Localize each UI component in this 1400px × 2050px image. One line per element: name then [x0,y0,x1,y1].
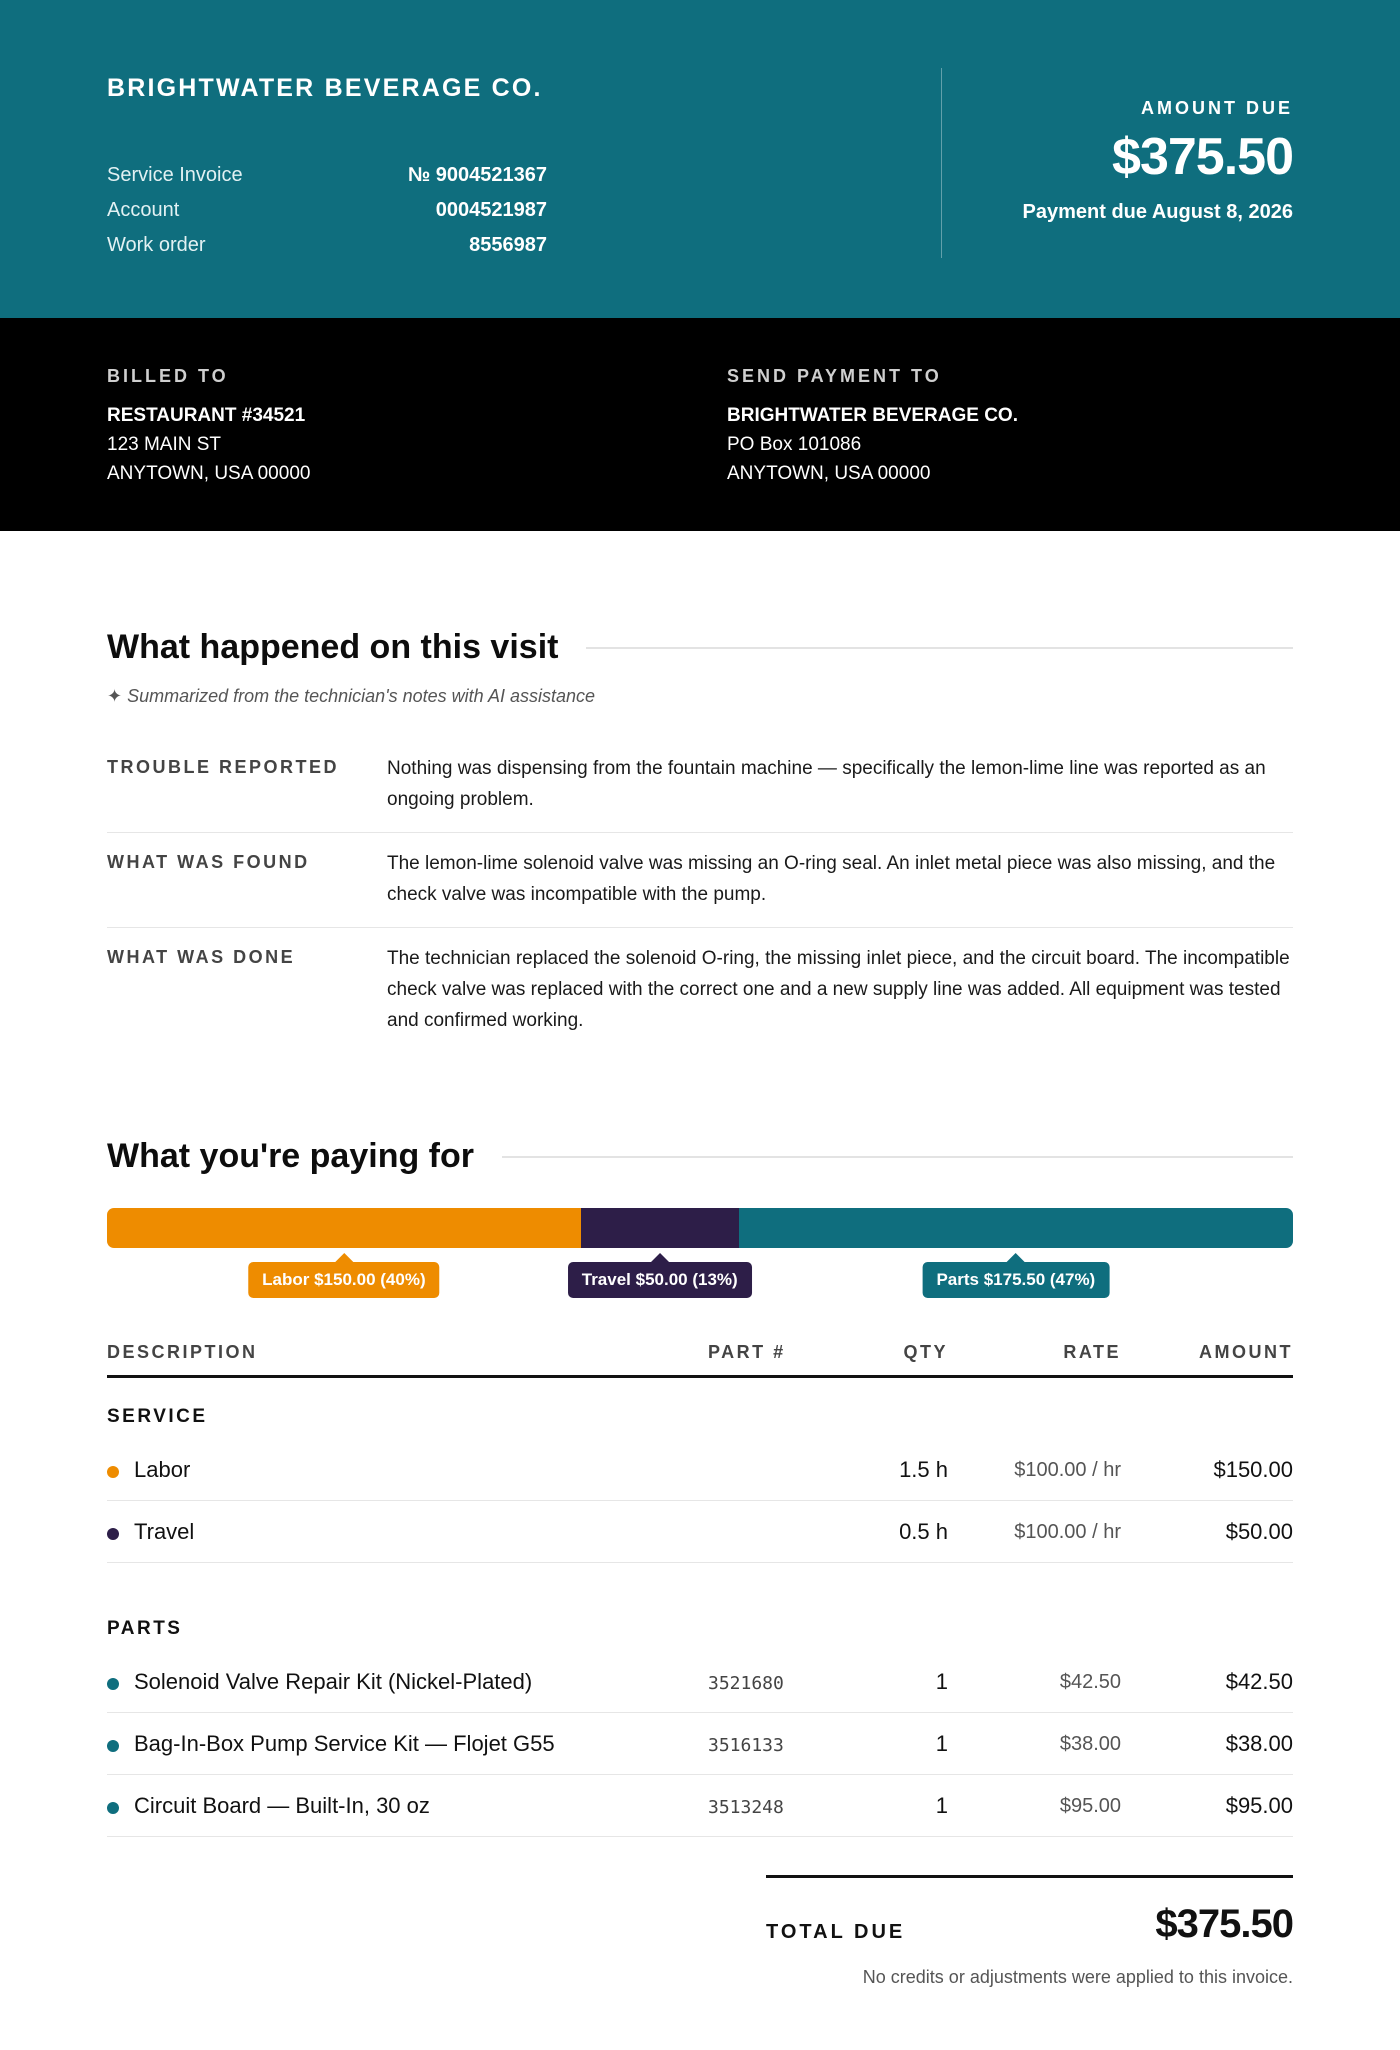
visit-row-done [107,928,1293,1053]
item-amount: $42.50 [1225,1669,1293,1694]
billed-to-line2: ANYTOWN, USA 00000 [107,463,311,484]
table-row [107,1713,1293,1775]
visit-label: TROUBLE REPORTED [107,757,340,777]
category-dot [107,1740,119,1752]
bar-segment-parts [739,1208,1293,1248]
send-payment-line1: PO Box 101086 [727,434,862,455]
item-qty: 0.5 h [899,1519,948,1544]
item-part-number: 3516133 [708,1735,784,1756]
total-due-amount: $375.50 [1155,1902,1293,1946]
item-rate: $95.00 [1059,1795,1121,1817]
item-description: Labor [134,1457,191,1482]
item-description: Circuit Board — Built-In, 30 oz [134,1793,430,1818]
table-row [107,1651,1293,1713]
invoice-number: № 9004521367 [407,164,547,186]
send-payment-line2: ANYTOWN, USA 00000 [727,463,931,484]
bar-segment-travel [581,1208,739,1248]
item-description: Bag-In-Box Pump Service Kit — Flojet G55 [134,1731,555,1756]
item-qty: 1.5 h [899,1457,948,1482]
parts-group-heading: PARTS [107,1618,183,1639]
table-row [107,1775,1293,1837]
visit-label: WHAT WAS DONE [107,947,296,967]
total-rule [766,1875,1293,1878]
visit-label: WHAT WAS FOUND [107,852,310,872]
send-payment-to [727,366,1018,488]
item-rate: $100.00 / hr [1014,1521,1121,1543]
total-due-label: TOTAL DUE [766,1921,906,1943]
table-row [107,1439,1293,1501]
billed-to-line1: 123 MAIN ST [107,434,222,455]
paying-section-header [107,1137,1293,1176]
visit-details [107,738,1293,1053]
visit-text: The lemon-lime solenoid valve was missing an O-ring seal. An inlet metal piece was also missing, and the check valve was incompatible with the pump. [387,853,1276,905]
category-dot [107,1802,119,1814]
header-divider [941,68,942,258]
item-rate: $100.00 / hr [1014,1459,1121,1481]
travel-tag: Travel $50.00 (13%) [568,1262,752,1298]
work-order-number: 8556987 [469,234,547,256]
visit-row-found [107,833,1293,928]
visit-text: Nothing was dispensing from the fountain machine — specifically the lemon-lime line was reported as an ongoing problem. [387,758,1266,810]
labor-tag: Labor $150.00 (40%) [248,1262,439,1298]
item-part-number: 3521680 [708,1673,784,1694]
invoice-header [0,0,1400,318]
meta-label: Work order [107,234,206,256]
address-band [0,318,1400,531]
item-qty: 1 [935,1669,948,1694]
parts-tag: Parts $175.50 (47%) [922,1262,1109,1298]
item-qty: 1 [935,1793,948,1818]
table-row [107,1501,1293,1563]
cost-breakdown-bar [107,1208,1293,1248]
amount-due-value: $375.50 [1112,128,1293,186]
total-note: No credits or adjustments were applied to this invoice. [862,1967,1293,1987]
meta-row-account [107,193,547,228]
category-dot [107,1678,119,1690]
send-payment-name: BRIGHTWATER BEVERAGE CO. [727,405,1018,426]
col-part: PART # [708,1342,786,1362]
section-rule [586,647,1293,649]
item-part-number: 3513248 [708,1797,784,1818]
item-amount: $38.00 [1225,1731,1293,1756]
item-qty: 1 [935,1731,948,1756]
item-amount: $50.00 [1225,1519,1293,1544]
account-number: 0004521987 [435,199,547,221]
category-dot [107,1466,119,1478]
ai-summary-note: ✦ Summarized from the technician's notes with AI assistance [107,686,596,706]
section-rule [502,1156,1293,1158]
col-description: DESCRIPTION [107,1342,258,1362]
bar-segment-labor [107,1208,581,1248]
item-amount: $150.00 [1213,1457,1293,1482]
col-qty: QTY [903,1342,948,1362]
item-amount: $95.00 [1225,1793,1293,1818]
item-description: Travel [134,1519,195,1544]
item-rate: $42.50 [1059,1671,1121,1693]
amount-due-label: AMOUNT DUE [1141,98,1293,118]
send-payment-heading: SEND PAYMENT TO [727,366,942,386]
service-group-heading: SERVICE [107,1406,208,1427]
col-rate: RATE [1063,1342,1121,1362]
item-description: Solenoid Valve Repair Kit (Nickel-Plated) [134,1669,533,1694]
visit-section-header [107,628,1293,667]
col-amount: AMOUNT [1199,1342,1293,1362]
billed-to-name: RESTAURANT #34521 [107,405,306,426]
company-name: BRIGHTWATER BEVERAGE CO. [107,74,543,102]
visit-section-title: What happened on this visit [107,628,559,666]
category-dot [107,1528,119,1540]
line-items-header [107,1330,1293,1378]
payment-due-date: Payment due August 8, 2026 [1022,201,1293,223]
meta-row-work-order [107,228,547,263]
amount-due-block [1023,98,1293,224]
paying-section-title: What you're paying for [107,1137,474,1175]
meta-row-invoice [107,158,547,193]
invoice-meta [107,158,547,263]
meta-label: Service Invoice [107,164,243,186]
item-rate: $38.00 [1059,1733,1121,1755]
billed-to [107,366,310,488]
visit-text: The technician replaced the solenoid O-ring, the missing inlet piece, and the circuit board. The incompatible check valve was replaced with the correct one and a new supply line was added. All equipment was tested and confirmed working. [387,948,1290,1031]
visit-row-trouble [107,738,1293,833]
billed-to-heading: BILLED TO [107,366,229,386]
meta-label: Account [107,199,180,221]
